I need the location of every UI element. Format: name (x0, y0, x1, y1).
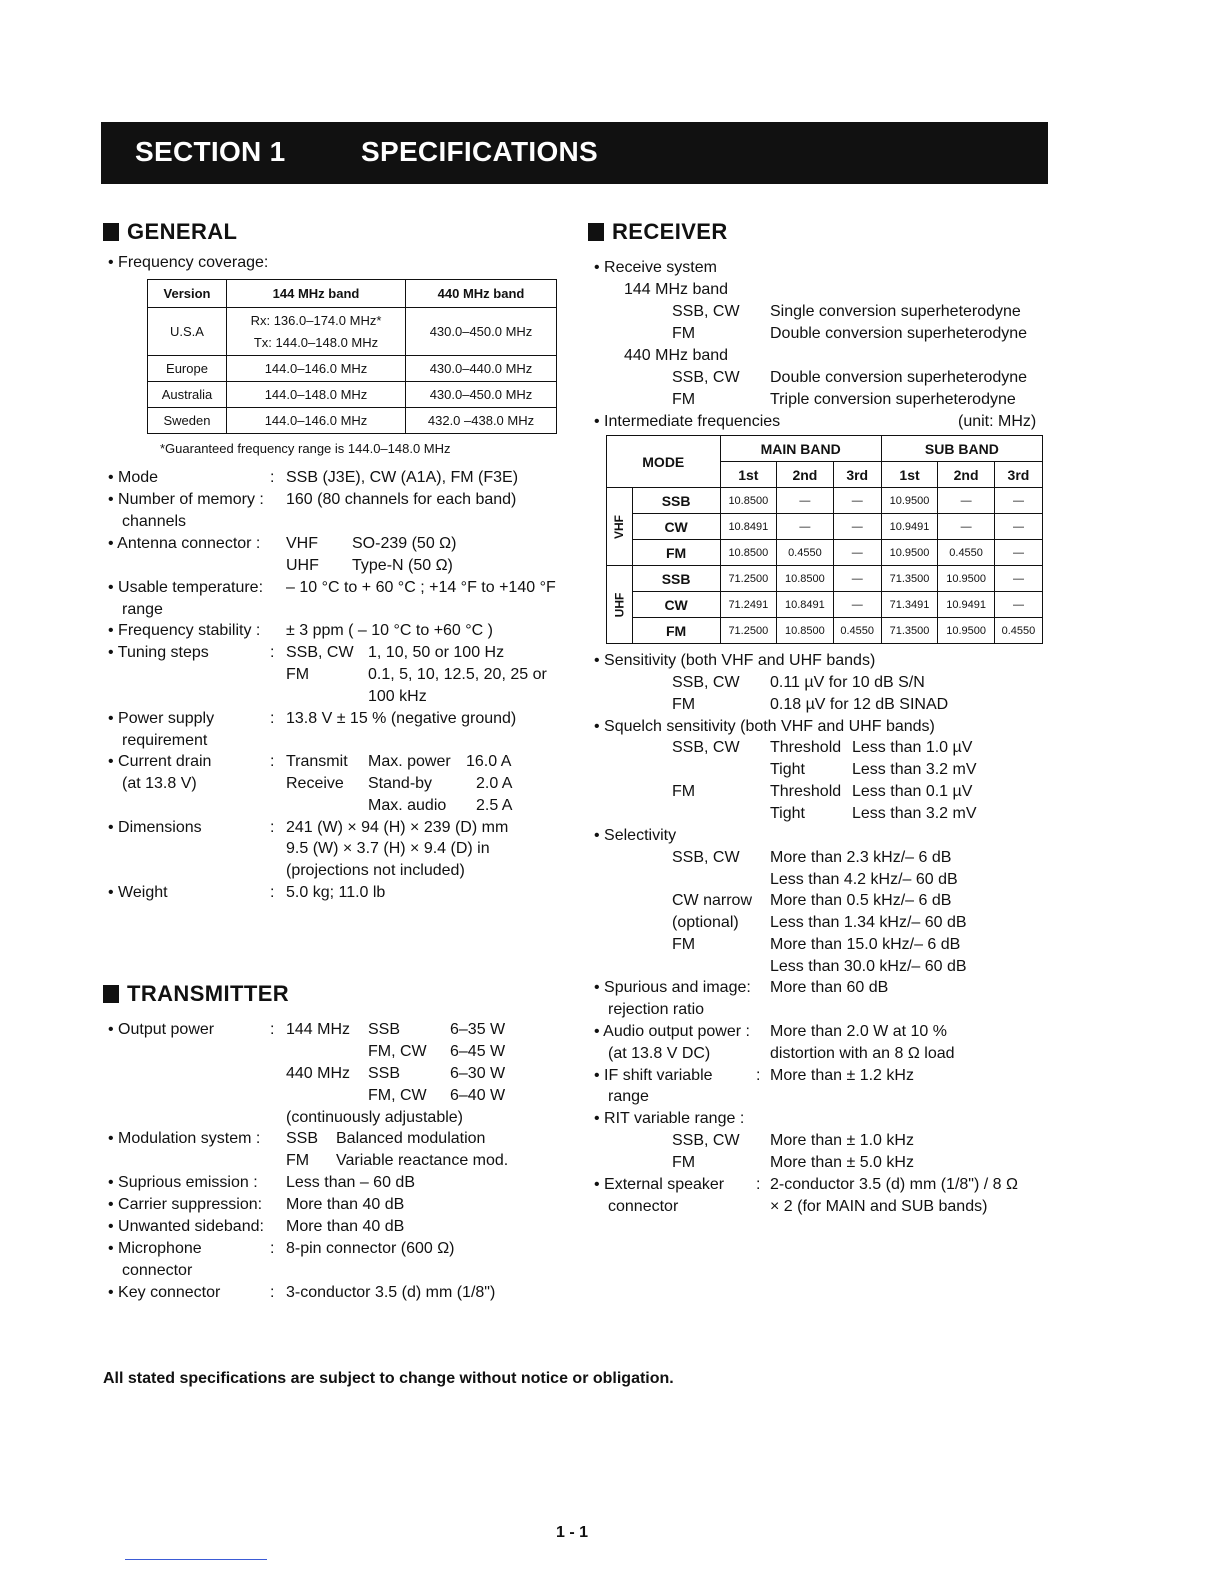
bullet-square-icon (588, 223, 604, 241)
spec-value: FM (286, 666, 310, 683)
spec-colon: : (270, 710, 275, 727)
spec-value: (continuously adjustable) (286, 1109, 463, 1126)
spec-value: 6–45 W (450, 1043, 506, 1060)
table-header: 2nd (777, 462, 834, 488)
spec-value: Less than 1.34 kHz/– 60 dB (770, 914, 967, 931)
spec-value: CW narrow (672, 892, 753, 909)
spec-label: • Number of memory : (108, 491, 264, 508)
spec-value: 2.5 A (476, 797, 513, 814)
spec-label: connector (122, 1262, 193, 1279)
spec-value: distortion with an 8 Ω load (770, 1045, 955, 1062)
spec-value: Less than – 60 dB (286, 1174, 415, 1191)
spec-value: More than 2.0 W at 10 % (770, 1023, 947, 1040)
receiver-heading: RECEIVER (588, 219, 728, 245)
spec-value: SSB (368, 1065, 401, 1082)
spec-value: 6–35 W (450, 1021, 506, 1038)
table-cell: 71.3500 (881, 566, 938, 592)
table-footnote: *Guaranteed frequency range is 144.0–148.0 MHz (160, 441, 451, 456)
spec-label: • Frequency stability : (108, 622, 261, 639)
spec-label: • Tuning steps (108, 644, 209, 661)
spec-value: Max. audio (368, 797, 447, 814)
spec-label: • Output power (108, 1021, 215, 1038)
table-header: 144 MHz band (227, 280, 406, 308)
spec-value: 5.0 kg; 11.0 lb (286, 884, 386, 901)
spec-label: • Squelch sensitivity (both VHF and UHF bands) (594, 718, 935, 735)
spec-value: SSB, CW (286, 644, 354, 661)
table-cell: 71.3491 (881, 592, 938, 618)
table-row (607, 540, 1043, 566)
table-cell: 0.4550 (833, 618, 881, 644)
spec-label: • Carrier suppression: (108, 1196, 263, 1213)
table-cell: — (938, 488, 995, 514)
table-cell: 144.0–146.0 MHz (227, 408, 406, 434)
spec-value: FM (672, 325, 696, 342)
spec-value: UHF (286, 557, 319, 574)
spec-colon: : (270, 1284, 275, 1301)
table-cell: CW (632, 592, 720, 618)
spec-value: Double conversion superheterodyne (770, 369, 1028, 386)
table-cell: 10.9500 (881, 488, 938, 514)
spec-label: channels (122, 513, 187, 530)
table-cell: 10.8500 (777, 618, 834, 644)
section-banner (101, 122, 1048, 184)
table-cell: CW (632, 514, 720, 540)
spec-value: Max. power (368, 753, 451, 770)
intermediate-frequency-table (606, 435, 1043, 644)
spec-label: connector (608, 1198, 679, 1215)
table-header: MODE (607, 436, 721, 488)
spec-value: Single conversion superheterodyne (770, 303, 1021, 320)
table-cell: — (777, 488, 834, 514)
table-row (607, 618, 1043, 644)
spec-label: • Current drain (108, 753, 212, 770)
table-cell: FM (632, 540, 720, 566)
spec-value: SSB, CW (672, 739, 740, 756)
table-header-row (148, 280, 557, 308)
spec-label: (at 13.8 V) (122, 775, 197, 792)
frequency-coverage-table (147, 279, 557, 434)
table-header: 3rd (994, 462, 1042, 488)
table-row (607, 514, 1043, 540)
table-cell: 10.8500 (720, 540, 777, 566)
spec-value: 1, 10, 50 or 100 Hz (368, 644, 505, 661)
table-cell: — (833, 540, 881, 566)
spec-colon: : (270, 753, 275, 770)
spec-label: • IF shift variable (594, 1067, 713, 1084)
table-cell: U.S.A (148, 308, 227, 356)
spec-label: • Antenna connector : (108, 535, 261, 552)
table-row (148, 408, 557, 434)
spec-label: • External speaker (594, 1176, 725, 1193)
spec-value: (projections not included) (286, 862, 465, 879)
table-row (607, 592, 1043, 618)
table-cell: 71.2500 (720, 618, 777, 644)
spec-label: rejection ratio (608, 1001, 705, 1018)
table-cell: Sweden (148, 408, 227, 434)
spec-label: 440 MHz band (624, 347, 729, 364)
spec-value: 160 (80 channels for each band) (286, 491, 517, 508)
spec-value: Balanced modulation (336, 1130, 486, 1147)
table-header: 3rd (833, 462, 881, 488)
table-cell: Europe (148, 356, 227, 382)
spec-label: requirement (122, 732, 208, 749)
table-cell: — (833, 514, 881, 540)
table-cell: 430.0–450.0 MHz (406, 308, 557, 356)
section-number: SECTION 1 (135, 136, 286, 167)
table-header: 440 MHz band (406, 280, 557, 308)
spec-label: 144 MHz band (624, 281, 729, 298)
table-cell: Australia (148, 382, 227, 408)
spec-label: range (608, 1088, 649, 1105)
spec-colon: : (270, 1240, 275, 1257)
spec-value: More than 0.5 kHz/– 6 dB (770, 892, 952, 909)
table-row (148, 356, 557, 382)
spec-value: SSB (286, 1130, 319, 1147)
table-cell: 10.8491 (720, 514, 777, 540)
table-header-row (607, 436, 1043, 462)
table-header: 1st (720, 462, 777, 488)
spec-value: FM (286, 1152, 310, 1169)
spec-label: • Microphone (108, 1240, 202, 1257)
bullet-square-icon (103, 223, 119, 241)
spec-value: 0.11 µV for 10 dB S/N (770, 674, 925, 691)
table-header: SUB BAND (881, 436, 1042, 462)
table-cell: 432.0 –438.0 MHz (406, 408, 557, 434)
spec-value: Less than 30.0 kHz/– 60 dB (770, 958, 967, 975)
spec-value: FM (672, 696, 696, 713)
spec-label: • Receive system (594, 259, 717, 276)
table-cell: FM (632, 618, 720, 644)
table-cell: — (833, 566, 881, 592)
spec-value: SSB (J3E), CW (A1A), FM (F3E) (286, 469, 519, 486)
table-cell: 10.8491 (777, 592, 834, 618)
spec-value: ± 3 ppm ( – 10 °C to +60 °C ) (286, 622, 493, 639)
table-cell: — (994, 488, 1042, 514)
spec-value: Less than 4.2 kHz/– 60 dB (770, 871, 958, 888)
disclaimer: All stated specifications are subject to change without notice or obligation. (103, 1370, 674, 1387)
table-cell: 10.8500 (777, 566, 834, 592)
spec-value: 2-conductor 3.5 (d) mm (1/8") / 8 Ω (770, 1176, 1018, 1193)
table-cell: SSB (632, 566, 720, 592)
spec-value: Transmit (286, 753, 348, 770)
spec-label: • Audio output power : (594, 1023, 750, 1040)
table-cell: 430.0–450.0 MHz (406, 382, 557, 408)
group-label: UHF (607, 566, 633, 644)
spec-value: Threshold (770, 739, 842, 756)
spec-value: FM, CW (368, 1043, 427, 1060)
spec-value: Less than 0.1 µV (852, 783, 973, 800)
table-cell: 10.9500 (938, 566, 995, 592)
table-row (148, 308, 557, 356)
spec-value: 13.8 V ± 15 % (negative ground) (286, 710, 517, 727)
table-cell: SSB (632, 488, 720, 514)
spec-value: 144 MHz (286, 1021, 351, 1038)
section-title: SPECIFICATIONS (361, 136, 599, 167)
spec-value: SO-239 (50 Ω) (352, 535, 457, 552)
table-cell: 144.0–146.0 MHz (227, 356, 406, 382)
spec-value: VHF (286, 535, 318, 552)
spec-label: • Dimensions (108, 819, 202, 836)
table-cell: 10.9491 (881, 514, 938, 540)
spec-colon: : (270, 819, 275, 836)
spec-value: – 10 °C to + 60 °C ; +14 °F to +140 °F (286, 579, 556, 596)
spec-value: 100 kHz (368, 688, 427, 705)
spec-value: FM (672, 936, 696, 953)
table-cell: 10.9500 (881, 540, 938, 566)
spec-value: More than 60 dB (770, 979, 889, 996)
spec-label: • Suprious emission : (108, 1174, 258, 1191)
bullet-square-icon (103, 985, 119, 1003)
spec-value: 2.0 A (476, 775, 513, 792)
spec-value: Threshold (770, 783, 842, 800)
table-cell: Rx: 136.0–174.0 MHz* Tx: 144.0–148.0 MHz (227, 308, 406, 356)
table-cell: — (994, 540, 1042, 566)
table-cell: — (777, 514, 834, 540)
spec-value: Receive (286, 775, 344, 792)
spec-colon: : (756, 1176, 761, 1193)
spec-value: SSB (368, 1021, 401, 1038)
spec-label: • Weight (108, 884, 168, 901)
spec-label: • Modulation system : (108, 1130, 261, 1147)
table-header: Version (148, 280, 227, 308)
spec-value: 8-pin connector (600 Ω) (286, 1240, 455, 1257)
spec-colon: : (270, 469, 275, 486)
spec-value: 6–30 W (450, 1065, 506, 1082)
spec-value: SSB, CW (672, 1132, 740, 1149)
table-header: MAIN BAND (720, 436, 881, 462)
spec-value: 9.5 (W) × 3.7 (H) × 9.4 (D) in (286, 840, 490, 857)
spec-value: FM, CW (368, 1087, 427, 1104)
spec-value: 440 MHz (286, 1065, 351, 1082)
spec-colon: : (270, 644, 275, 661)
spec-label: • Sensitivity (both VHF and UHF bands) (594, 652, 876, 669)
spec-value: × 2 (for MAIN and SUB bands) (770, 1198, 988, 1215)
spec-colon: : (270, 884, 275, 901)
spec-value: More than 15.0 kHz/– 6 dB (770, 936, 961, 953)
spec-value: FM (672, 1154, 696, 1171)
spec-label: • Spurious and image: (594, 979, 751, 996)
table-cell: 71.2491 (720, 592, 777, 618)
spec-label: • Mode (108, 469, 159, 486)
table-cell: 10.8500 (720, 488, 777, 514)
spec-value: More than ± 1.2 kHz (770, 1067, 914, 1084)
spec-value: 16.0 A (466, 753, 512, 770)
spec-value: 3-conductor 3.5 (d) mm (1/8") (286, 1284, 496, 1301)
table-cell: — (994, 592, 1042, 618)
spec-value: SSB, CW (672, 369, 740, 386)
table-cell: 71.3500 (881, 618, 938, 644)
spec-label: • Usable temperature: (108, 579, 264, 596)
table-cell: 0.4550 (938, 540, 995, 566)
spec-label: • Intermediate frequencies (594, 413, 781, 430)
page-number: 1 - 1 (556, 1524, 589, 1541)
spec-value: Type-N (50 Ω) (352, 557, 453, 574)
freq-coverage-label: • Frequency coverage: (108, 254, 269, 271)
spec-value: SSB, CW (672, 849, 740, 866)
spec-label: • RIT variable range : (594, 1110, 745, 1127)
table-row (607, 488, 1043, 514)
spec-value: 0.18 µV for 12 dB SINAD (770, 696, 949, 713)
spec-label: • Selectivity (594, 827, 677, 844)
spec-value: Less than 1.0 µV (852, 739, 973, 756)
table-cell: — (994, 514, 1042, 540)
spec-value: FM (672, 783, 696, 800)
spec-value: SSB, CW (672, 303, 740, 320)
general-heading: GENERAL (103, 219, 237, 245)
spec-colon: : (756, 1067, 761, 1084)
spec-label: range (122, 601, 163, 618)
table-cell: 10.9491 (938, 592, 995, 618)
spec-label: • Key connector (108, 1284, 221, 1301)
table-cell: — (938, 514, 995, 540)
spec-label: (at 13.8 V DC) (608, 1045, 711, 1062)
spec-value: Tight (770, 761, 805, 778)
table-cell: 0.4550 (777, 540, 834, 566)
table-cell: 0.4550 (994, 618, 1042, 644)
table-row (607, 566, 1043, 592)
spec-value: Less than 3.2 mV (852, 761, 977, 778)
spec-value: Stand-by (368, 775, 433, 792)
spec-value: More than 40 dB (286, 1196, 405, 1213)
table-cell: 430.0–440.0 MHz (406, 356, 557, 382)
spec-value: More than ± 1.0 kHz (770, 1132, 914, 1149)
table-cell: 71.2500 (720, 566, 777, 592)
spec-value: Triple conversion superheterodyne (770, 391, 1016, 408)
spec-colon: : (270, 1021, 275, 1038)
table-cell: — (994, 566, 1042, 592)
table-cell: — (833, 488, 881, 514)
table-row (148, 382, 557, 408)
table-header: 2nd (938, 462, 995, 488)
spec-value: SSB, CW (672, 674, 740, 691)
spec-value: 0.1, 5, 10, 12.5, 20, 25 or (368, 666, 547, 683)
table-cell: 144.0–148.0 MHz (227, 382, 406, 408)
transmitter-heading: TRANSMITTER (103, 981, 289, 1007)
spec-value: 6–40 W (450, 1087, 506, 1104)
spec-value: More than 2.3 kHz/– 6 dB (770, 849, 952, 866)
spec-value: FM (672, 391, 696, 408)
spec-value: Variable reactance mod. (336, 1152, 509, 1169)
spec-value: Tight (770, 805, 805, 822)
spec-label: • Unwanted sideband: (108, 1218, 264, 1235)
spec-value: More than ± 5.0 kHz (770, 1154, 914, 1171)
spec-value: More than 40 dB (286, 1218, 405, 1235)
spec-value: 241 (W) × 94 (H) × 239 (D) mm (286, 819, 509, 836)
table-cell: — (833, 592, 881, 618)
spec-value: (optional) (672, 914, 739, 931)
divider (125, 1559, 267, 1560)
group-label: VHF (607, 488, 633, 566)
table-cell: 10.9500 (938, 618, 995, 644)
spec-label: • Power supply (108, 710, 215, 727)
table-header: 1st (881, 462, 938, 488)
spec-value: Double conversion superheterodyne (770, 325, 1028, 342)
spec-value: Less than 3.2 mV (852, 805, 977, 822)
unit-label: (unit: MHz) (958, 413, 1037, 430)
